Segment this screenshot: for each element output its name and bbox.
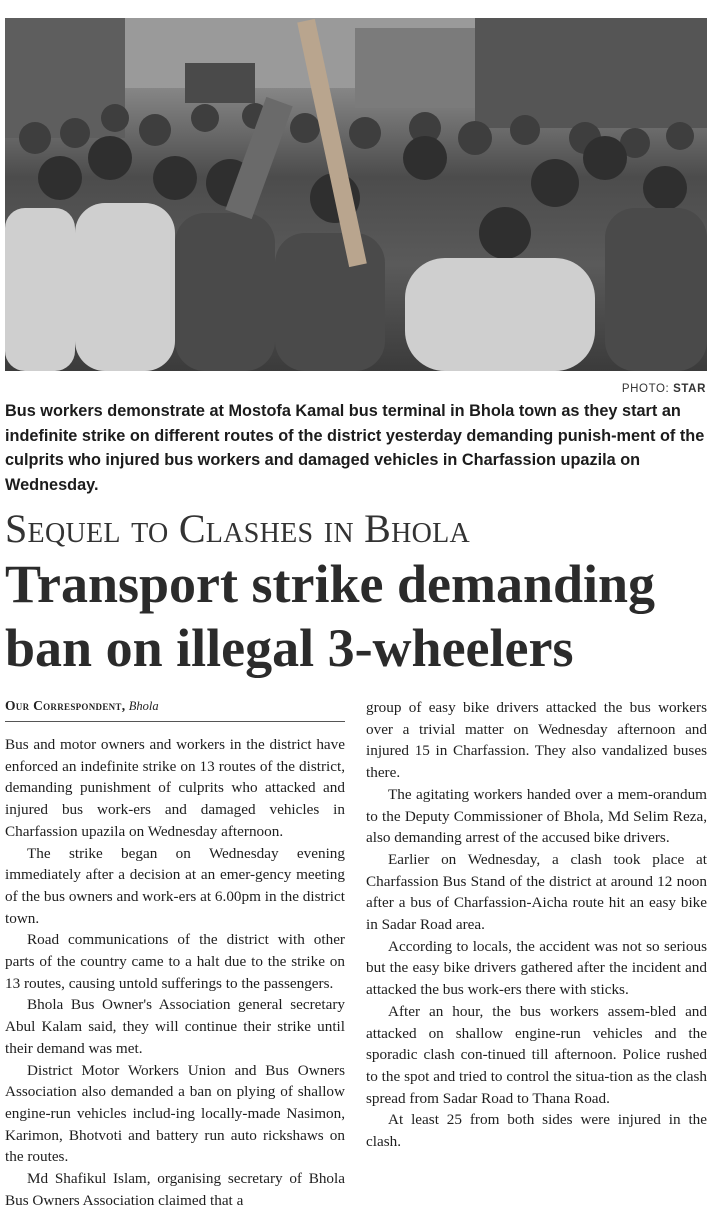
paragraph: At least 25 from both sides were injured in the clash. — [366, 1111, 707, 1151]
paragraph: The strike began on Wednesday evening immediately after a decision at an emer-gency meeting of the bus owners and work-ers at 6.00pm in the district town. — [5, 844, 345, 927]
article-column-right — [366, 697, 707, 1153]
paragraph: Bhola Bus Owner's Association general secretary Abul Kalam said, they will continue their strike until their demand was met. — [5, 996, 345, 1057]
byline-location: Bhola — [128, 699, 159, 713]
photo-credit — [622, 383, 706, 395]
paragraph: According to locals, the accident was not so serious but the easy bike drivers gathered after the incident and attacked the bus work-ers there with sticks. — [366, 937, 707, 999]
paragraph: Road communications of the district with other parts of the country came to a halt due to the strike on 13 routes, causing untold sufferings to the passengers. — [5, 931, 345, 992]
paragraph: Bus and motor owners and workers in the district have enforced an indefinite strike on 13 routes of the district, demanding punishment of culprits who attacked and injured bus work-ers and damaged vehicles in Charfassion upazila on Wednesday afternoon. — [5, 736, 345, 840]
paragraph: The agitating workers handed over a mem-orandum to the Deputy Commissioner of Bhola, Md Selim Reza, also demanding arrest of the accused bike drivers. — [366, 785, 707, 847]
crowd-photo-illustration — [5, 18, 707, 371]
photo-credit-label: PHOTO: — [621, 383, 670, 395]
headline-kicker: Sequel to Clashes in Bhola — [5, 506, 471, 551]
article-headline: Transport strike demanding ban on illegal 3-wheelers — [5, 554, 656, 678]
photo-credit-source: STAR — [673, 383, 706, 395]
news-photo — [5, 18, 707, 371]
photo-caption: Bus workers demonstrate at Mostofa Kamal bus terminal in Bhola town as they start an indefinite strike on different routes of the district yesterday demanding punish-ment of the culprits who injured bus workers and damaged vehicles in Charfassion upazila on Wednesday. — [5, 402, 705, 495]
paragraph: Earlier on Wednesday, a clash took place at Charfassion Bus Stand of the district at around 12 noon after a bus of Charfassion-Aicha route hit an easy bike in Sadar Road area. — [366, 850, 707, 934]
paragraph: group of easy bike drivers attacked the bus workers over a trivial matter on Wednesday afternoon and injured 15 in Charfassion. They also vandalized buses there. — [366, 699, 707, 782]
byline — [5, 697, 345, 722]
byline-author: Our Correspondent, — [5, 698, 126, 713]
article-column-left — [5, 734, 345, 1211]
paragraph: District Motor Workers Union and Bus Owners Association also demanded a ban on plying of shallow engine-run vehicles includ-ing locally-made Nasimon, Karimon, Bhotvoti and battery run auto rickshaws on the routes. — [5, 1061, 345, 1166]
paragraph: Md Shafikul Islam, organising secretary of Bhola Bus Owners Association claimed that a — [5, 1170, 345, 1209]
paragraph: After an hour, the bus workers assem-bled and attacked on shallow engine-run vehicles and the sporadic clash con-tinued till afternoon. Police rushed to the spot and tried to control the situa-tion as the clash spread from Sadar Road to Thana Road. — [366, 1002, 707, 1107]
